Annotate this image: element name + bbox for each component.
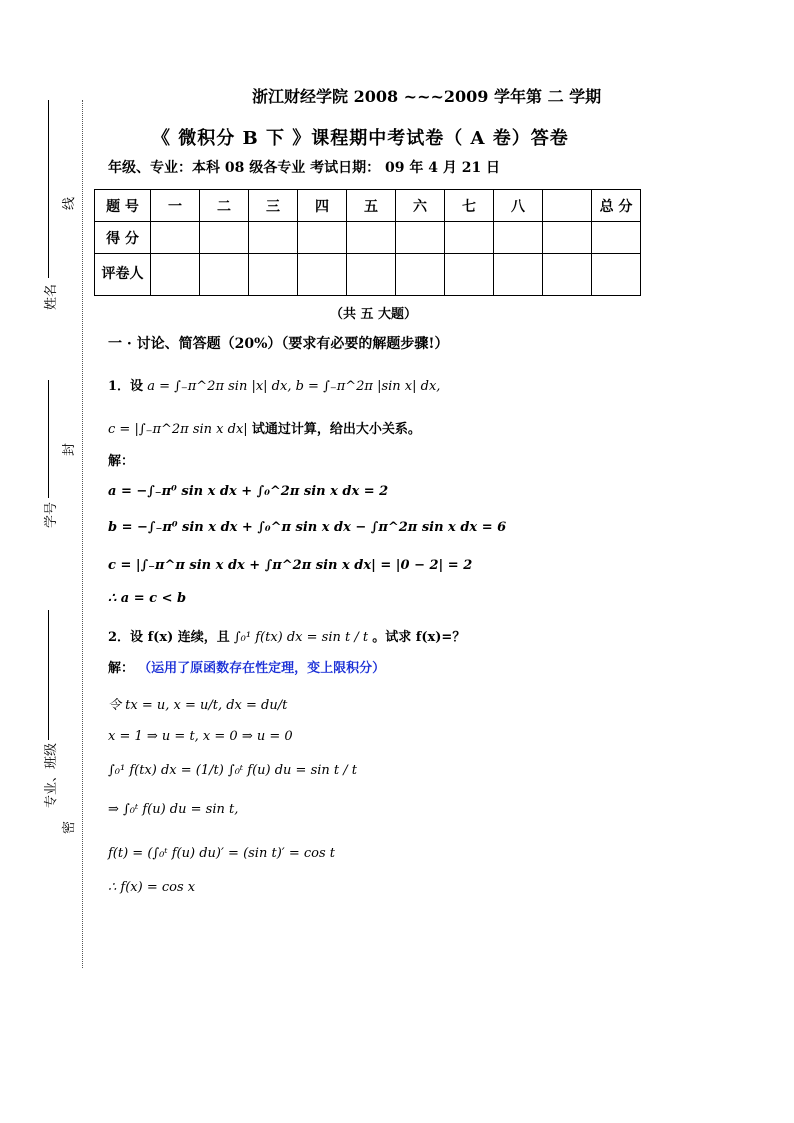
grader-input-cell[interactable]	[494, 254, 543, 296]
table-cell: 三	[249, 190, 298, 222]
student-id-underline	[48, 380, 49, 498]
score-input-cell[interactable]	[592, 222, 641, 254]
school-term-heading: 浙江财经学院 2008 ~~~2009 学年第 二 学期	[252, 87, 602, 106]
table-cell: 题 号	[95, 190, 151, 222]
grader-input-cell[interactable]	[396, 254, 445, 296]
table-cell: 七	[445, 190, 494, 222]
score-table-row	[95, 190, 641, 222]
binding-line	[82, 100, 83, 968]
table-cell: 总 分	[592, 190, 641, 222]
score-table-row	[95, 254, 641, 296]
score-input-cell[interactable]	[347, 222, 396, 254]
question-2-solution-header	[108, 657, 385, 676]
table-cell: 评卷人	[95, 254, 151, 296]
exam-info: 年级、专业：本科 08 级各专业 考试日期： 09 年 4 月 21 日	[108, 160, 501, 176]
table-cell: 六	[396, 190, 445, 222]
score-input-cell[interactable]	[543, 222, 592, 254]
solution-hint: （运用了原函数存在性定理，变上限积分）	[138, 661, 386, 676]
solution-conclusion: ∴ f(x) = cos x	[108, 880, 196, 895]
margin-label-feng: 封	[62, 442, 77, 456]
grader-input-cell[interactable]	[445, 254, 494, 296]
score-input-cell[interactable]	[200, 222, 249, 254]
question-2-ask: 。试求 f(x)=？	[372, 630, 466, 645]
margin-label-xian: 线	[62, 196, 77, 210]
table-cell: 八	[494, 190, 543, 222]
solution-step-1: 令 tx = u, x = u/t, dx = du/t	[108, 698, 288, 713]
question-2-equation: ∫₀¹ f(tx) dx = sin t / t	[233, 630, 369, 645]
question-1-instruction: 试通过计算，给出大小关系。	[251, 422, 421, 437]
total-questions-note: （共 五 大题）	[330, 307, 418, 322]
grader-input-cell[interactable]	[249, 254, 298, 296]
solution-step-c: c = |∫₋π^π sin x dx + ∫π^2π sin x dx| = |0 − 2| = 2	[108, 558, 473, 573]
exam-title: 《 微积分 B 下 》课程期中考试卷（ A 卷）答卷	[152, 128, 569, 149]
table-cell: 四	[298, 190, 347, 222]
table-cell: 二	[200, 190, 249, 222]
table-cell: 一	[151, 190, 200, 222]
solution-step-b: b = −∫₋π⁰ sin x dx + ∫₀^π sin x dx − ∫π^2π sin x dx = 6	[108, 520, 507, 535]
question-2	[108, 626, 465, 645]
major-class-underline	[48, 610, 49, 740]
question-1	[108, 375, 440, 394]
question-1-label: 1．设	[108, 379, 144, 394]
solution-step-3: ∫₀¹ f(tx) dx = (1/t) ∫₀ᵗ f(u) du = sin t / t	[108, 763, 357, 778]
score-input-cell[interactable]	[494, 222, 543, 254]
score-input-cell[interactable]	[445, 222, 494, 254]
question-2-label: 2．设 f(x) 连续，且	[108, 630, 230, 645]
grader-input-cell[interactable]	[347, 254, 396, 296]
solution-step-5: f(t) = (∫₀ᵗ f(u) du)′ = (sin t)′ = cos t	[108, 846, 336, 861]
table-cell: 五	[347, 190, 396, 222]
score-input-cell[interactable]	[249, 222, 298, 254]
table-cell: 得 分	[95, 222, 151, 254]
margin-label-mi: 密	[62, 820, 77, 834]
solution-step-a: a = −∫₋π⁰ sin x dx + ∫₀^2π sin x dx = 2	[108, 484, 389, 499]
grader-input-cell[interactable]	[543, 254, 592, 296]
score-input-cell[interactable]	[298, 222, 347, 254]
table-cell	[543, 190, 592, 222]
margin-label-major-class: 专业、班级	[44, 742, 59, 808]
question-1-line-2	[108, 418, 421, 437]
solution-step-4: ⇒ ∫₀ᵗ f(u) du = sin t,	[108, 802, 239, 817]
grader-input-cell[interactable]	[592, 254, 641, 296]
question-1-c-definition: c = |∫₋π^2π sin x dx|	[108, 422, 248, 437]
grader-input-cell[interactable]	[298, 254, 347, 296]
grader-input-cell[interactable]	[151, 254, 200, 296]
solution-step-2: x = 1 ⇒ u = t, x = 0 ⇒ u = 0	[108, 729, 293, 744]
score-table-row	[95, 222, 641, 254]
name-underline	[48, 100, 49, 278]
grader-input-cell[interactable]	[200, 254, 249, 296]
score-input-cell[interactable]	[151, 222, 200, 254]
solution-conclusion: ∴ a = c < b	[108, 591, 187, 606]
margin-label-student-id: 学号	[44, 501, 59, 528]
question-1-definitions: a = ∫₋π^2π sin |x| dx, b = ∫₋π^2π |sin x| dx,	[147, 379, 441, 394]
score-table	[94, 189, 641, 296]
section-title: 一 · 讨论、简答题（20%）（要求有必要的解题步骤!）	[108, 336, 449, 352]
solution-label: 解：	[108, 661, 135, 676]
solution-label: 解：	[108, 454, 135, 469]
score-input-cell[interactable]	[396, 222, 445, 254]
margin-label-name: 姓名	[44, 283, 59, 310]
